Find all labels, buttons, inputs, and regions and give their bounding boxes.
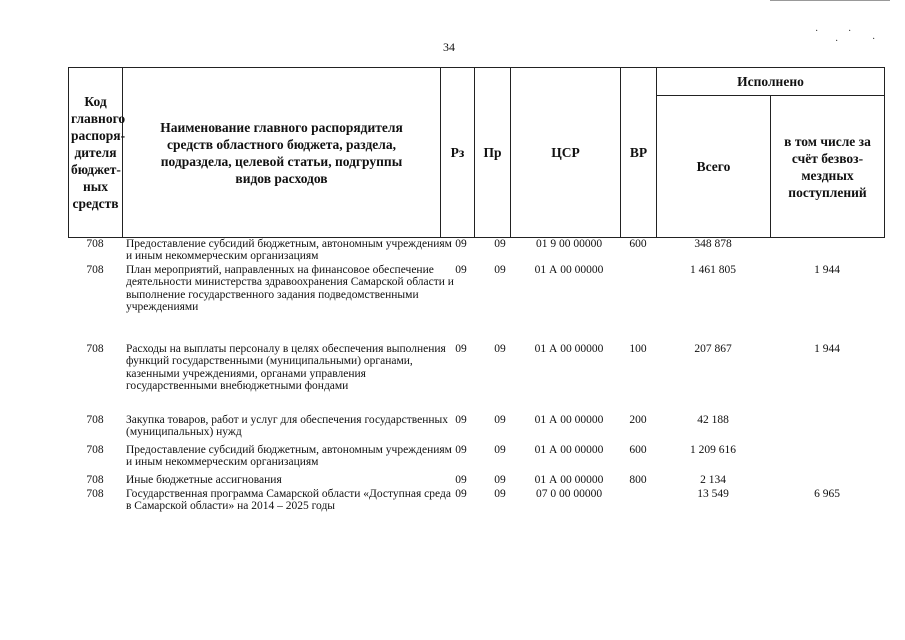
cell-csr: 01 А 00 00000: [534, 343, 604, 355]
cell-name: Иные бюджетные ассигнования: [126, 474, 282, 486]
cell-code: 708: [86, 444, 104, 456]
cell-vr: 200: [629, 414, 647, 426]
header-executed: Исполнено: [657, 68, 885, 96]
cell-pr: 09: [494, 238, 506, 250]
cell-name: План мероприятий, направленных на финансовое обеспечение деятельности министерства здравоохранения Самарской области и выполнение государственного задания подведомственными учреждениями: [126, 264, 454, 314]
table-row: [68, 343, 884, 414]
scan-mark: ·: [835, 36, 839, 47]
cell-code: 708: [86, 474, 104, 486]
cell-free: 1 944: [814, 343, 840, 355]
cell-name: Государственная программа Самарской области «Доступная среда в Самарской области» на 2014 – 2025 годы: [126, 488, 451, 513]
table-row: [68, 474, 884, 488]
table-row: [68, 264, 884, 343]
cell-name: Расходы на выплаты персоналу в целях обеспечения выполнения функций государственными (муниципальными) органами, казенными учреждениями, органами управления государственными внебюджетными фондами: [126, 343, 446, 393]
cell-total: 13 549: [697, 488, 729, 500]
cell-rz: 09: [455, 264, 467, 276]
table-row: [68, 444, 884, 474]
header-total: Всего: [657, 96, 771, 238]
cell-name: Предоставление субсидий бюджетным, автономным учреждениям и иным некоммерческим организациям: [126, 238, 452, 263]
cell-code: 708: [86, 264, 104, 276]
cell-code: 708: [86, 238, 104, 250]
cell-name: Закупка товаров, работ и услуг для обеспечения государственных (муниципальных) нужд: [126, 414, 449, 439]
cell-rz: 09: [455, 474, 467, 486]
cell-total: 1 209 616: [690, 444, 736, 456]
cell-name: Предоставление субсидий бюджетным, автономным учреждениям и иным некоммерческим организациям: [126, 444, 452, 469]
scan-mark: ·: [815, 26, 819, 37]
cell-total: 42 188: [697, 414, 729, 426]
header-free-receipts: в том числе за счёт безвоз-мездных поступлений: [771, 96, 885, 238]
cell-pr: 09: [494, 444, 506, 456]
cell-free: 6 965: [814, 488, 840, 500]
cell-rz: 09: [455, 343, 467, 355]
cell-total: 348 878: [694, 238, 732, 250]
cell-vr: 800: [629, 474, 647, 486]
cell-csr: 01 А 00 00000: [534, 444, 604, 456]
cell-code: 708: [86, 488, 104, 500]
table-header: [68, 67, 885, 238]
cell-rz: 09: [455, 444, 467, 456]
cell-vr: 600: [629, 444, 647, 456]
header-vr: ВР: [621, 68, 657, 238]
cell-total: 207 867: [694, 343, 732, 355]
cell-rz: 09: [455, 414, 467, 426]
cell-vr: 100: [629, 343, 647, 355]
table-row: [68, 488, 884, 528]
cell-pr: 09: [494, 264, 506, 276]
table-row: [68, 414, 884, 444]
table-row: [68, 238, 884, 264]
header-csr: ЦСР: [511, 68, 621, 238]
cell-pr: 09: [494, 343, 506, 355]
cell-rz: 09: [455, 238, 467, 250]
header-rz: Рз: [441, 68, 475, 238]
cell-csr: 01 А 00 00000: [534, 264, 604, 276]
header-name: Наименование главного распорядителя средств областного бюджета, раздела, подраздела, целевой статьи, подгруппы видов расходов: [123, 68, 441, 238]
cell-free: 1 944: [814, 264, 840, 276]
cell-vr: 600: [629, 238, 647, 250]
cell-csr: 01 9 00 00000: [535, 238, 603, 250]
cell-csr: 01 А 00 00000: [534, 474, 604, 486]
page-number: 34: [443, 40, 455, 54]
cell-pr: 09: [494, 488, 506, 500]
cell-pr: 09: [494, 414, 506, 426]
cell-total: 1 461 805: [690, 264, 736, 276]
cell-total: 2 134: [700, 474, 726, 486]
scan-mark: ·: [872, 34, 876, 45]
table-body: [68, 238, 884, 528]
header-pr: Пр: [475, 68, 511, 238]
scan-mark: ·: [848, 26, 852, 37]
cell-rz: 09: [455, 488, 467, 500]
cell-csr: 01 А 00 00000: [534, 414, 604, 426]
cell-csr: 07 0 00 00000: [535, 488, 603, 500]
cell-code: 708: [86, 343, 104, 355]
cell-pr: 09: [494, 474, 506, 486]
top-edge-line: [770, 0, 890, 1]
header-code: Код главного распоря-дителя бюджет-ных средств: [69, 68, 123, 238]
cell-code: 708: [86, 414, 104, 426]
